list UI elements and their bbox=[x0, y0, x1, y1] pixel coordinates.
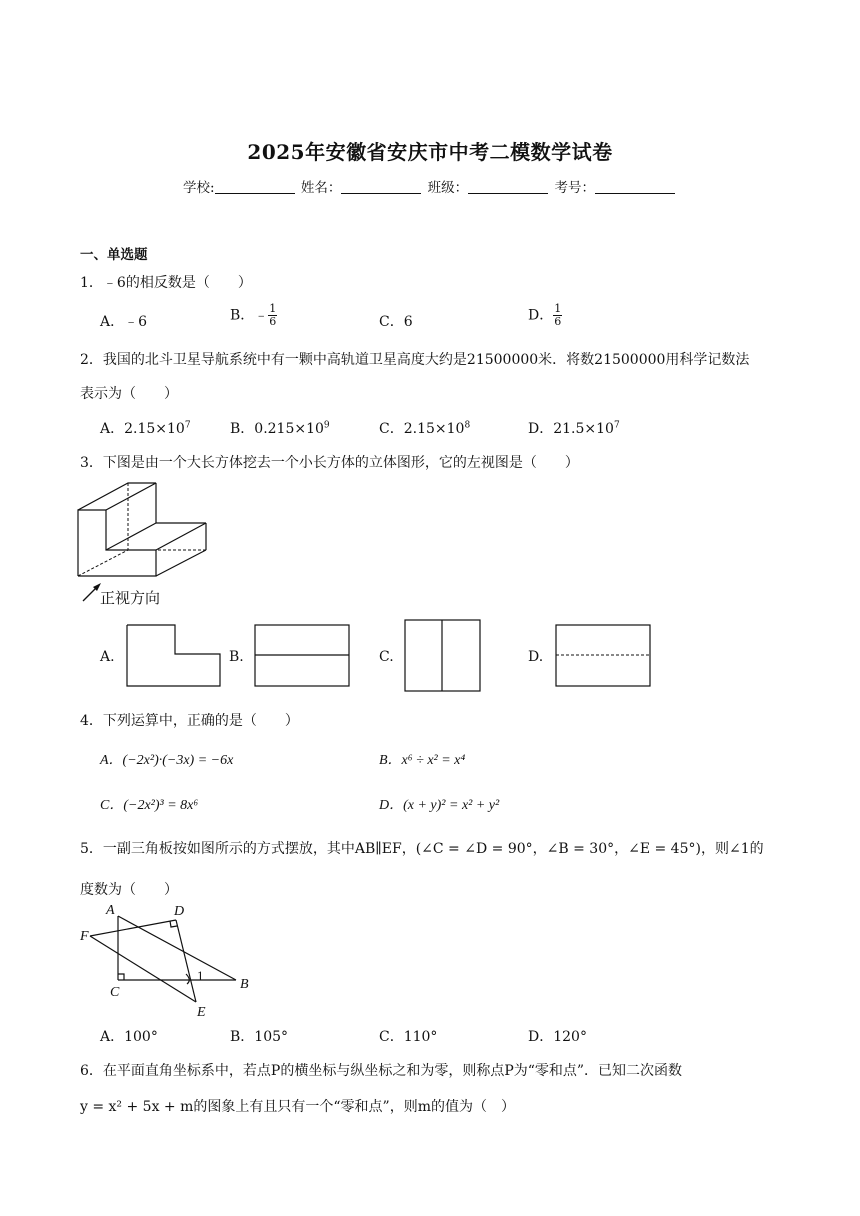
q5-stem-line1: 5．一副三角板按如图所示的方式摆放，其中AB∥EF，(∠C = ∠D = 90°，∠B = 30°，∠E = 45°)，则∠1的 bbox=[80, 841, 764, 857]
q3-option-c-figure bbox=[404, 619, 482, 693]
q5-triangle-figure bbox=[76, 900, 256, 1020]
q1-option-d bbox=[528, 303, 562, 328]
q3-option-d-label: D. bbox=[528, 649, 544, 665]
q2-d-base: D．21.5×10 bbox=[528, 421, 614, 437]
q2-option-b bbox=[230, 418, 330, 438]
q1-option-b bbox=[230, 303, 277, 328]
q1-d-numerator: 1 bbox=[554, 302, 562, 315]
number-blank[interactable] bbox=[595, 180, 675, 194]
q2-a-exponent: 7 bbox=[184, 420, 191, 431]
q1-b-denominator: 6 bbox=[269, 315, 277, 328]
q5-option-b: B．105° bbox=[230, 1029, 289, 1045]
q3-option-c-label: C. bbox=[379, 649, 394, 665]
q3-option-d-figure bbox=[555, 624, 652, 688]
q1-stem: 1．﹣6的相反数是（ ） bbox=[80, 275, 252, 291]
q3-option-b-label: B. bbox=[229, 649, 244, 665]
q1-option-d-prefix: D． bbox=[528, 307, 554, 324]
angle-1-label: 1 bbox=[197, 968, 204, 983]
q3-option-b-figure bbox=[254, 624, 351, 688]
q2-b-exponent: 9 bbox=[323, 420, 330, 431]
q3-option-a-label: A. bbox=[100, 649, 115, 665]
section-heading: 一、单选题 bbox=[80, 247, 148, 263]
q2-b-base: B．0.215×10 bbox=[230, 421, 324, 437]
q1-option-b-prefix: B．﹣ bbox=[230, 307, 269, 324]
q4-option-a: A．(−2x²)·(−3x) = −6x bbox=[100, 753, 234, 768]
school-label: 学校: bbox=[183, 180, 215, 196]
q5-option-a: A．100° bbox=[100, 1029, 158, 1045]
number-label: 考号： bbox=[554, 180, 595, 196]
q1-b-numerator: 1 bbox=[269, 302, 277, 315]
q4-stem: 4．下列运算中，正确的是（ ） bbox=[80, 713, 299, 729]
q2-d-exponent: 7 bbox=[613, 420, 620, 431]
q1-option-b-fraction bbox=[268, 303, 277, 328]
student-info-line bbox=[0, 176, 860, 196]
vertex-b-label: B bbox=[240, 977, 249, 992]
q5-stem-line2: 度数为（ ） bbox=[80, 882, 178, 898]
q5-option-c: C．110° bbox=[379, 1029, 438, 1045]
q3-stem: 3．下图是由一个大长方体挖去一个小长方体的立体图形，它的左视图是（ ） bbox=[80, 455, 579, 471]
q1-d-denominator: 6 bbox=[554, 315, 562, 328]
page-title: 2025年安徽省安庆市中考二模数学试卷 bbox=[247, 140, 613, 164]
q5-option-d: D．120° bbox=[528, 1029, 587, 1045]
q2-c-exponent: 8 bbox=[464, 420, 471, 431]
vertex-f-label: F bbox=[80, 929, 89, 944]
name-blank[interactable] bbox=[341, 180, 421, 194]
q2-option-c bbox=[379, 418, 470, 438]
q2-stem-line1: 2．我国的北斗卫星导航系统中有一颗中高轨道卫星高度大约是21500000米．将数21500000用科学记数法 bbox=[80, 352, 750, 368]
class-blank[interactable] bbox=[468, 180, 548, 194]
class-label: 班级： bbox=[427, 180, 469, 196]
q3-solid-figure bbox=[74, 478, 214, 582]
q4-option-b: B．x⁶ ÷ x² = x⁴ bbox=[379, 753, 466, 768]
q2-c-base: C．2.15×10 bbox=[379, 421, 465, 437]
vertex-e-label: E bbox=[197, 1005, 206, 1020]
vertex-d-label: D bbox=[174, 904, 185, 919]
q1-option-d-fraction bbox=[553, 303, 562, 328]
q6-stem-line2: y = x² + 5x + m的图象上有且只有一个“零和点”，则m的值为（ ） bbox=[80, 1099, 515, 1115]
q4-option-d: D．(x + y)² = x² + y² bbox=[379, 798, 500, 813]
q1-option-a: A．﹣6 bbox=[100, 314, 148, 330]
vertex-c-label: C bbox=[110, 985, 120, 1000]
q2-option-a bbox=[100, 418, 191, 438]
vertex-a-label: A bbox=[106, 903, 115, 918]
q4-option-c: C．(−2x²)³ = 8x⁶ bbox=[100, 798, 199, 813]
name-label: 姓名： bbox=[300, 180, 342, 196]
q6-stem-line1: 6．在平面直角坐标系中，若点P的横坐标与纵坐标之和为零，则称点P为“零和点”．已知二次函数 bbox=[80, 1063, 683, 1079]
view-direction-label: 正视方向 bbox=[100, 589, 161, 607]
q3-option-a-figure bbox=[126, 624, 222, 688]
q2-option-d bbox=[528, 418, 620, 438]
q1-option-c: C．6 bbox=[379, 314, 413, 330]
school-blank[interactable] bbox=[215, 180, 295, 194]
q2-a-base: A．2.15×10 bbox=[100, 421, 185, 437]
q2-stem-line2: 表示为（ ） bbox=[80, 386, 178, 402]
